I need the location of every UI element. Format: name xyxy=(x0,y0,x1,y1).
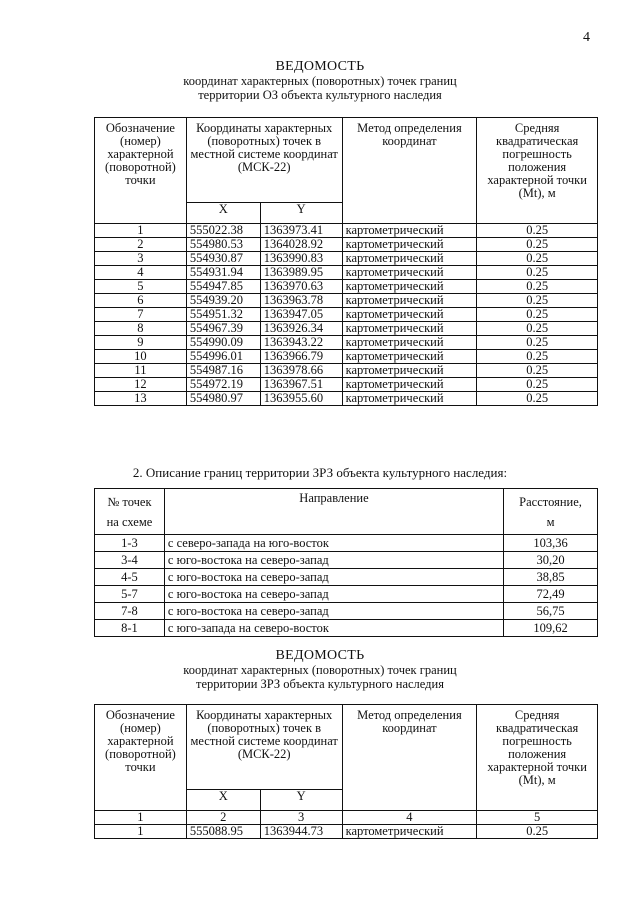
y-coordinate-cell: 1363944.73 xyxy=(260,825,342,839)
table-row xyxy=(95,294,598,308)
x-coordinate-cell: 554947.85 xyxy=(186,280,260,294)
header-points-label xyxy=(95,489,165,535)
boundary-table-body xyxy=(95,535,598,637)
table-row xyxy=(95,350,598,364)
method-cell: картометрический xyxy=(342,322,477,336)
point-number-cell: 3 xyxy=(95,252,187,266)
method-cell: картометрический xyxy=(342,294,477,308)
points-cell: 7-8 xyxy=(95,603,165,620)
error-cell: 0.25 xyxy=(477,336,598,350)
header-x-label: X xyxy=(186,790,260,811)
header-points-line2: на схеме xyxy=(106,515,153,529)
table-row xyxy=(95,378,598,392)
x-coordinate-cell: 554931.94 xyxy=(186,266,260,280)
header-point-label: Обозначение (номер) характерной (поворотной) точки xyxy=(95,118,187,224)
column-number: 1 xyxy=(95,811,187,825)
header-y-label: Y xyxy=(260,790,342,811)
table-row xyxy=(95,364,598,378)
zrz-coordinates-table xyxy=(94,704,598,839)
x-coordinate-cell: 555022.38 xyxy=(186,224,260,238)
block1-heading xyxy=(0,60,640,102)
error-cell: 0.25 xyxy=(477,266,598,280)
table-row xyxy=(95,280,598,294)
error-cell: 0.25 xyxy=(477,350,598,364)
distance-cell: 30,20 xyxy=(504,552,598,569)
method-cell: картометрический xyxy=(342,266,477,280)
header-y-label: Y xyxy=(260,203,342,224)
block3-subtitle-2: территории ЗРЗ объекта культурного наследия xyxy=(196,677,444,691)
points-cell: 4-5 xyxy=(95,569,165,586)
point-number-cell: 10 xyxy=(95,350,187,364)
header-error-label: Средняя квадратическая погрешность положения характерной точки (Mt), м xyxy=(477,705,598,811)
point-number-cell: 11 xyxy=(95,364,187,378)
x-coordinate-cell: 554930.87 xyxy=(186,252,260,266)
direction-cell: с юго-запада на северо-восток xyxy=(164,620,503,637)
header-x-label: X xyxy=(186,203,260,224)
column-number: 4 xyxy=(342,811,477,825)
error-cell: 0.25 xyxy=(477,392,598,406)
method-cell: картометрический xyxy=(342,392,477,406)
error-cell: 0.25 xyxy=(477,294,598,308)
x-coordinate-cell: 554980.53 xyxy=(186,238,260,252)
direction-cell: с юго-востока на северо-запад xyxy=(164,552,503,569)
error-cell: 0.25 xyxy=(477,280,598,294)
column-number: 3 xyxy=(260,811,342,825)
x-coordinate-cell: 554972.19 xyxy=(186,378,260,392)
table-row xyxy=(95,569,598,586)
point-number-cell: 5 xyxy=(95,280,187,294)
block1-subtitle-1: координат характерных (поворотных) точек границ xyxy=(183,74,457,88)
block1-subtitle-2: территории ОЗ объекта культурного наследия xyxy=(198,88,442,102)
table-header-row xyxy=(95,118,598,203)
method-cell: картометрический xyxy=(342,825,477,839)
direction-cell: с северо-запада на юго-восток xyxy=(164,535,503,552)
point-number-cell: 1 xyxy=(95,224,187,238)
x-coordinate-cell: 554967.39 xyxy=(186,322,260,336)
oz-coordinates-table xyxy=(94,117,598,406)
point-number-cell: 7 xyxy=(95,308,187,322)
column-number-row xyxy=(95,811,598,825)
point-number-cell: 8 xyxy=(95,322,187,336)
table-row xyxy=(95,308,598,322)
distance-cell: 103,36 xyxy=(504,535,598,552)
y-coordinate-cell: 1363967.51 xyxy=(260,378,342,392)
error-cell: 0.25 xyxy=(477,224,598,238)
block3-title: ВЕДОМОСТЬ xyxy=(275,648,365,663)
x-coordinate-cell: 554980.97 xyxy=(186,392,260,406)
error-cell: 0.25 xyxy=(477,322,598,336)
y-coordinate-cell: 1363970.63 xyxy=(260,280,342,294)
y-coordinate-cell: 1363943.22 xyxy=(260,336,342,350)
block1-title: ВЕДОМОСТЬ xyxy=(275,59,365,74)
y-coordinate-cell: 1363966.79 xyxy=(260,350,342,364)
header-coordinates-label: Координаты характерных (поворотных) точек в местной системе координат (МСК-22) xyxy=(186,705,342,790)
error-cell: 0.25 xyxy=(477,308,598,322)
page-number: 4 xyxy=(583,30,590,45)
points-cell: 5-7 xyxy=(95,586,165,603)
block3-subtitle-1: координат характерных (поворотных) точек границ xyxy=(183,663,457,677)
y-coordinate-cell: 1363973.41 xyxy=(260,224,342,238)
x-coordinate-cell: 554951.32 xyxy=(186,308,260,322)
table-row xyxy=(95,552,598,569)
point-number-cell: 1 xyxy=(95,825,187,839)
point-number-cell: 4 xyxy=(95,266,187,280)
section2-caption: 2. Описание границ территории ЗРЗ объекта культурного наследия: xyxy=(132,465,508,480)
header-coordinates-label: Координаты характерных (поворотных) точек в местной системе координат (МСК-22) xyxy=(186,118,342,203)
header-error-label: Средняя квадратическая погрешность положения характерной точки (Mt), м xyxy=(477,118,598,224)
table-row xyxy=(95,392,598,406)
header-direction-label: Направление xyxy=(164,489,503,535)
table-row xyxy=(95,252,598,266)
boundary-description-table xyxy=(94,488,598,637)
column-number: 5 xyxy=(477,811,598,825)
point-number-cell: 2 xyxy=(95,238,187,252)
y-coordinate-cell: 1363990.83 xyxy=(260,252,342,266)
y-coordinate-cell: 1363978.66 xyxy=(260,364,342,378)
x-coordinate-cell: 555088.95 xyxy=(186,825,260,839)
method-cell: картометрический xyxy=(342,224,477,238)
header-method-label: Метод определения координат xyxy=(342,705,477,811)
points-cell: 3-4 xyxy=(95,552,165,569)
oz-table-body xyxy=(95,224,598,406)
method-cell: картометрический xyxy=(342,364,477,378)
x-coordinate-cell: 554990.09 xyxy=(186,336,260,350)
method-cell: картометрический xyxy=(342,336,477,350)
error-cell: 0.25 xyxy=(477,825,598,839)
method-cell: картометрический xyxy=(342,252,477,266)
method-cell: картометрический xyxy=(342,280,477,294)
x-coordinate-cell: 554939.20 xyxy=(186,294,260,308)
distance-cell: 109,62 xyxy=(504,620,598,637)
error-cell: 0.25 xyxy=(477,252,598,266)
error-cell: 0.25 xyxy=(477,364,598,378)
table-row xyxy=(95,266,598,280)
method-cell: картометрический xyxy=(342,350,477,364)
y-coordinate-cell: 1363963.78 xyxy=(260,294,342,308)
header-distance-line1: Расстояние, xyxy=(519,495,582,509)
direction-cell: с юго-востока на северо-запад xyxy=(164,603,503,620)
error-cell: 0.25 xyxy=(477,238,598,252)
table-row xyxy=(95,322,598,336)
table-row xyxy=(95,224,598,238)
header-distance-label xyxy=(504,489,598,535)
header-point-label: Обозначение (номер) характерной (поворотной) точки xyxy=(95,705,187,811)
x-coordinate-cell: 554996.01 xyxy=(186,350,260,364)
distance-cell: 56,75 xyxy=(504,603,598,620)
table-row xyxy=(95,825,598,839)
direction-cell: с юго-востока на северо-запад xyxy=(164,569,503,586)
table-row xyxy=(95,238,598,252)
header-distance-line2: м xyxy=(546,515,555,529)
x-coordinate-cell: 554987.16 xyxy=(186,364,260,378)
point-number-cell: 12 xyxy=(95,378,187,392)
point-number-cell: 6 xyxy=(95,294,187,308)
distance-cell: 38,85 xyxy=(504,569,598,586)
header-method-label: Метод определения координат xyxy=(342,118,477,224)
table-row xyxy=(95,620,598,637)
method-cell: картометрический xyxy=(342,238,477,252)
y-coordinate-cell: 1363955.60 xyxy=(260,392,342,406)
points-cell: 1-3 xyxy=(95,535,165,552)
y-coordinate-cell: 1363947.05 xyxy=(260,308,342,322)
y-coordinate-cell: 1363989.95 xyxy=(260,266,342,280)
header-points-line1: № точек xyxy=(107,495,152,509)
method-cell: картометрический xyxy=(342,308,477,322)
column-number: 2 xyxy=(186,811,260,825)
table-header-row xyxy=(95,489,598,535)
zrz-table-body xyxy=(95,825,598,839)
point-number-cell: 9 xyxy=(95,336,187,350)
distance-cell: 72,49 xyxy=(504,586,598,603)
point-number-cell: 13 xyxy=(95,392,187,406)
table-row xyxy=(95,586,598,603)
table-row xyxy=(95,603,598,620)
direction-cell: с юго-востока на северо-запад xyxy=(164,586,503,603)
points-cell: 8-1 xyxy=(95,620,165,637)
y-coordinate-cell: 1363926.34 xyxy=(260,322,342,336)
table-header-row xyxy=(95,705,598,790)
table-row xyxy=(95,336,598,350)
y-coordinate-cell: 1364028.92 xyxy=(260,238,342,252)
method-cell: картометрический xyxy=(342,378,477,392)
block3-heading xyxy=(0,649,640,691)
error-cell: 0.25 xyxy=(477,378,598,392)
table-row xyxy=(95,535,598,552)
